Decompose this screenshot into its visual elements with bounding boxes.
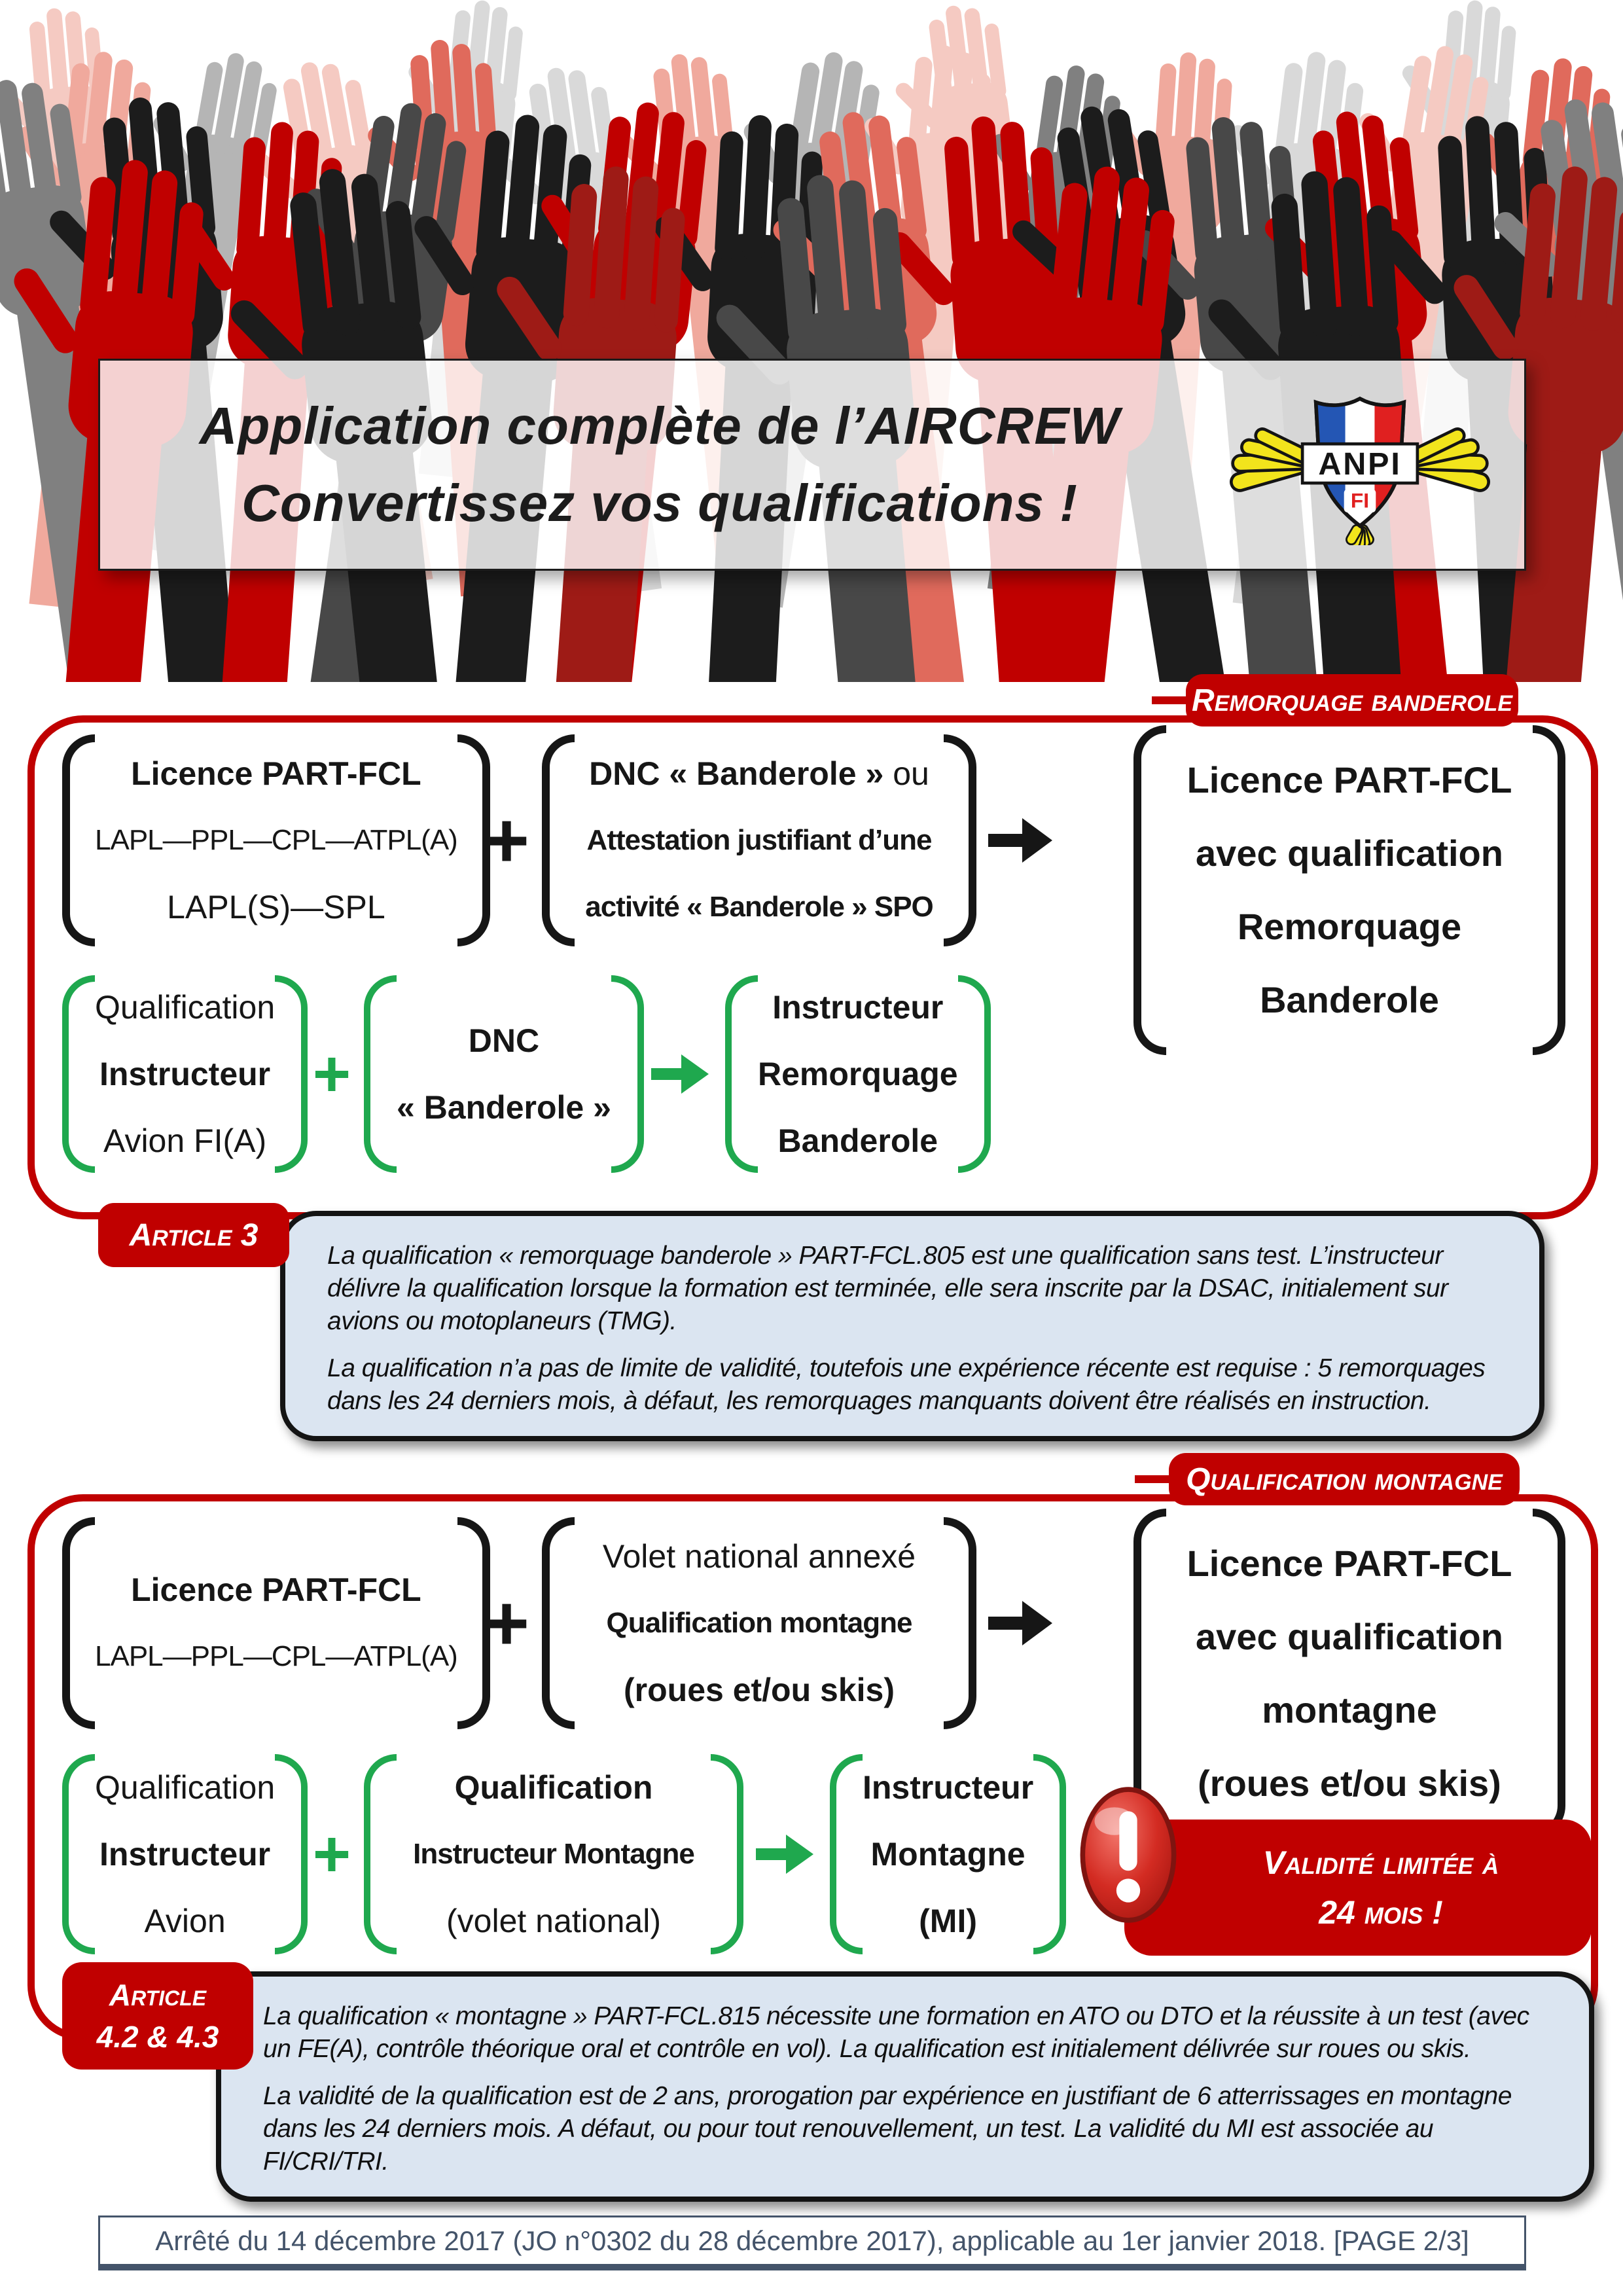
licence-part-fcl-group xyxy=(62,734,481,946)
bracket-right-icon xyxy=(1533,725,1565,1055)
article-42-43-badge xyxy=(62,1962,253,2070)
note-box-montagne xyxy=(216,1971,1594,2202)
licence-part-fcl-group xyxy=(62,1517,481,1729)
page-title-line-2: Convertissez vos qualifications ! xyxy=(241,474,1078,532)
result-line: (roues et/ou skis) xyxy=(1198,1763,1501,1804)
arrow-right-icon xyxy=(756,1835,813,1874)
group-line: LAPL(S)—SPL xyxy=(167,889,385,925)
bracket-right-icon xyxy=(944,734,976,946)
bracket-left-icon xyxy=(1133,725,1166,1055)
group-line: LAPL—PPL—CPL—ATPL(A) xyxy=(95,824,457,856)
raised-hands-banner xyxy=(0,0,1623,682)
note-paragraph: La qualification « montagne » PART-FCL.815 nécessite une formation en ATO ou DTO et la réussite à un test (avec un FE(A), contrôle théorique oral et contrôle en vol). La qualification est initialement délivrée sur roues ou skis. xyxy=(263,2002,1529,2063)
group-line: DNC « Banderole » ou xyxy=(589,755,929,792)
note-paragraph: La validité de la qualification est de 2 ans, prorogation par expérience en justifiant de 6 atterrissages en montagne dans les 24 derniers mois. A défaut, ou pour tout renouvellement, un test. La validité du MI est associée au FI/CRI/TRI. xyxy=(263,2082,1512,2176)
result-line: Banderole xyxy=(1260,979,1439,1020)
group-line: DNC xyxy=(468,1022,540,1059)
plus-icon: + xyxy=(483,797,530,884)
group-line: Avion xyxy=(144,1903,226,1939)
result-licence-montagne-group xyxy=(1133,1509,1565,1839)
section-badge-montagne: Qualification montagne xyxy=(1169,1453,1520,1505)
result-line: Remorquage xyxy=(1237,906,1462,947)
bracket-left-icon xyxy=(62,975,95,1173)
volet-national-montagne-group xyxy=(542,1517,976,1729)
anpi-logo xyxy=(1219,384,1501,545)
result-licence-remorquage-group xyxy=(1133,725,1565,1055)
bracket-right-icon xyxy=(1533,1509,1565,1839)
dnc-banderole-attestation-group xyxy=(542,734,976,946)
section-badge-remorquage: Remorquage banderole xyxy=(1186,674,1518,726)
bracket-right-icon xyxy=(611,975,644,1173)
group-line: Instructeur xyxy=(772,989,944,1026)
group-line: Banderole xyxy=(777,1122,938,1159)
arrow-right-icon xyxy=(651,1054,709,1094)
bracket-left-icon xyxy=(62,1754,95,1954)
bracket-left-icon xyxy=(364,1754,397,1954)
warning-line: Validité limitée à xyxy=(1262,1844,1499,1881)
plus-icon: + xyxy=(312,1818,351,1891)
qualification-instructeur-fia-group xyxy=(62,975,298,1173)
bracket-left-icon xyxy=(725,975,758,1173)
arrow-right-icon xyxy=(988,1601,1052,1645)
result-line: avec qualification xyxy=(1196,833,1503,874)
group-line: Licence PART-FCL xyxy=(131,1571,421,1608)
plus-icon: + xyxy=(312,1037,351,1111)
group-line: Qualification montagne xyxy=(606,1607,912,1639)
note-paragraph: La qualification n’a pas de limite de validité, toutefois une expérience récente est requise : 5 remorquages dans les 24 derniers mois, à défaut, les remorquages manquants doivent être réalisés en instruction. xyxy=(327,1354,1486,1415)
validity-warning-badge xyxy=(1124,1820,1592,1956)
plus-icon: + xyxy=(483,1579,530,1667)
bracket-right-icon xyxy=(958,975,991,1173)
result-line: Licence PART-FCL xyxy=(1186,1543,1512,1584)
article-line: 4.2 & 4.3 xyxy=(96,2020,219,2054)
group-line: Avion FI(A) xyxy=(103,1122,267,1159)
group-line: Montagne xyxy=(870,1836,1026,1873)
note-paragraph: La qualification « remorquage banderole » PART-FCL.805 est une qualification sans test. L’instructeur délivre la qualification lorsque la formation est terminée, elle sera inscrite par la DSAC, initialement sur avions ou motoplaneurs (TMG). xyxy=(327,1242,1448,1335)
group-line: Remorquage xyxy=(758,1056,958,1092)
page-title xyxy=(100,387,1219,542)
footer-text: Arrêté du 14 décembre 2017 (JO n°0302 du 28 décembre 2017), applicable au 1er janvier 2018. [PAGE 2/3] xyxy=(155,2225,1469,2256)
group-line: Instructeur Montagne xyxy=(413,1838,694,1870)
result-line: Licence PART-FCL xyxy=(1186,759,1512,800)
group-line: Attestation justifiant d’une xyxy=(586,824,932,856)
group-line: Licence PART-FCL xyxy=(131,755,421,792)
warning-line: 24 mois ! xyxy=(1319,1894,1443,1931)
bracket-left-icon xyxy=(364,975,397,1173)
logo-text: ANPI xyxy=(1318,446,1402,482)
group-line: Instructeur xyxy=(863,1769,1034,1806)
footer-reference xyxy=(98,2215,1526,2270)
group-line: (MI) xyxy=(919,1903,977,1939)
bracket-right-icon xyxy=(1033,1754,1066,1954)
bracket-left-icon xyxy=(542,1517,575,1729)
instructeur-montagne-mi-group xyxy=(830,1754,1065,1954)
group-line: LAPL—PPL—CPL—ATPL(A) xyxy=(95,1640,457,1672)
group-line: Instructeur xyxy=(99,1836,271,1873)
bracket-left-icon xyxy=(542,734,575,946)
title-box xyxy=(98,359,1526,571)
dnc-banderole-group xyxy=(364,975,639,1173)
group-line: Qualification xyxy=(454,1769,653,1806)
note-box-remorquage xyxy=(280,1211,1544,1441)
group-line: (roues et/ou skis) xyxy=(624,1672,895,1708)
bracket-right-icon xyxy=(711,1754,743,1954)
logo-sub-text: FI xyxy=(1350,488,1370,512)
group-line: Qualification xyxy=(95,989,276,1026)
group-line: (volet national) xyxy=(446,1903,661,1939)
group-line: « Banderole » xyxy=(397,1089,611,1126)
page-title-line-1: Application complète de l’AIRCREW xyxy=(199,397,1120,455)
instructeur-remorquage-banderole-group xyxy=(725,975,978,1173)
group-line: Qualification xyxy=(95,1769,276,1806)
bracket-left-icon xyxy=(62,1517,95,1729)
qualification-instructeur-montagne-group xyxy=(364,1754,743,1954)
group-line: activité « Banderole » SPO xyxy=(585,891,933,923)
article-3-badge: Article 3 xyxy=(98,1203,289,1267)
arrow-right-icon xyxy=(988,818,1052,863)
article-line: Article xyxy=(109,1978,207,2012)
exclamation-icon xyxy=(1079,1785,1178,1924)
group-line: Instructeur xyxy=(99,1056,271,1092)
bracket-left-icon xyxy=(62,734,95,946)
result-line: montagne xyxy=(1262,1689,1437,1731)
bracket-right-icon xyxy=(944,1517,976,1729)
group-line: Volet national annexé xyxy=(602,1538,916,1575)
bracket-left-icon xyxy=(830,1754,863,1954)
result-line: avec qualification xyxy=(1196,1616,1503,1657)
qualification-instructeur-avion-group xyxy=(62,1754,298,1954)
